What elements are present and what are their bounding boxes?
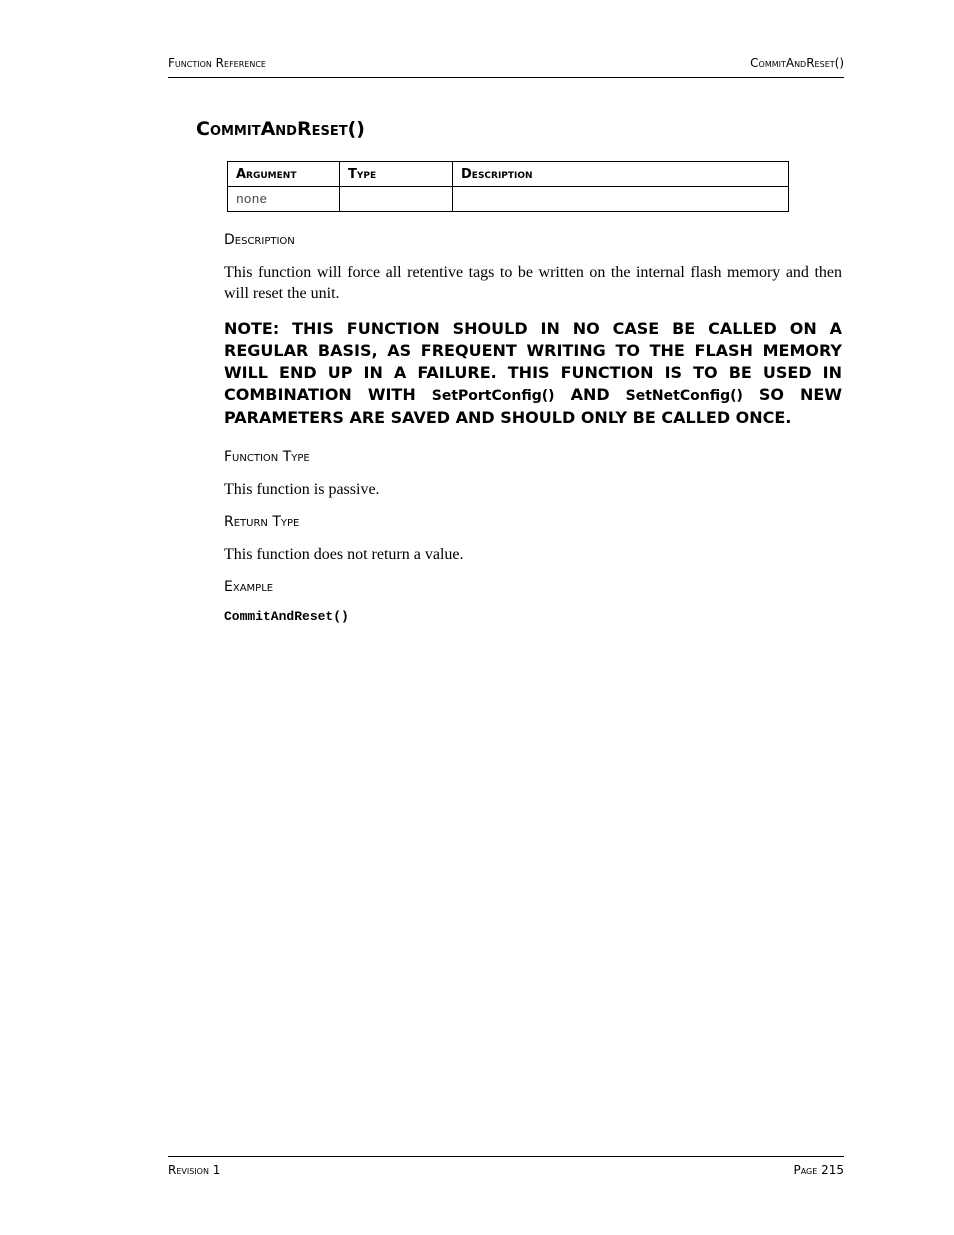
column-header-description: Description [453, 162, 789, 187]
note-text-part3: SO NEW PARAMETERS ARE SAVED AND SHOULD ONLY BE CALLED ONCE. [224, 385, 843, 427]
table-header-row [228, 162, 789, 187]
description-text: This function will force all retentive tags to be written on the internal flash memory and then will reset the unit. [224, 264, 842, 302]
page-header [168, 56, 844, 78]
note-function-setnetconfig: SetNetConfig() [625, 388, 743, 404]
footer-page-number: Page 215 [793, 1163, 844, 1177]
table-cell-argument: none [228, 187, 340, 212]
warning-note [224, 318, 842, 429]
description-heading: Description [224, 232, 295, 248]
column-header-argument: Argument [228, 162, 340, 187]
function-type-text: This function is passive. [224, 481, 380, 498]
return-type-text: This function does not return a value. [224, 546, 464, 563]
example-heading: Example [224, 579, 274, 595]
page-content [224, 232, 842, 624]
table-cell-type [340, 187, 453, 212]
table-cell-description [453, 187, 789, 212]
note-text-part2: AND [554, 385, 626, 404]
return-type-heading: Return Type [224, 514, 300, 530]
note-function-setportconfig: SetPortConfig() [431, 388, 555, 404]
function-type-heading: Function Type [224, 449, 310, 465]
column-header-type: Type [340, 162, 453, 187]
footer-revision: Revision 1 [168, 1163, 221, 1177]
arguments-table [227, 161, 789, 212]
header-section-title: Function Reference [168, 56, 266, 70]
page-footer [168, 1156, 844, 1177]
table-row [228, 187, 789, 212]
example-code: CommitAndReset() [224, 609, 349, 624]
header-function-name: CommitAndReset() [750, 56, 844, 70]
page-title: CommitAndReset() [196, 118, 365, 140]
note-text-part1: NOTE: THIS FUNCTION SHOULD IN NO CASE BE CALLED ON A REGULAR BASIS, AS FREQUENT WRITING TO THE FLASH MEMORY WILL END UP IN A FAILURE. THIS FUNCTION IS TO BE USED IN COMBINATION WITH [224, 319, 842, 404]
